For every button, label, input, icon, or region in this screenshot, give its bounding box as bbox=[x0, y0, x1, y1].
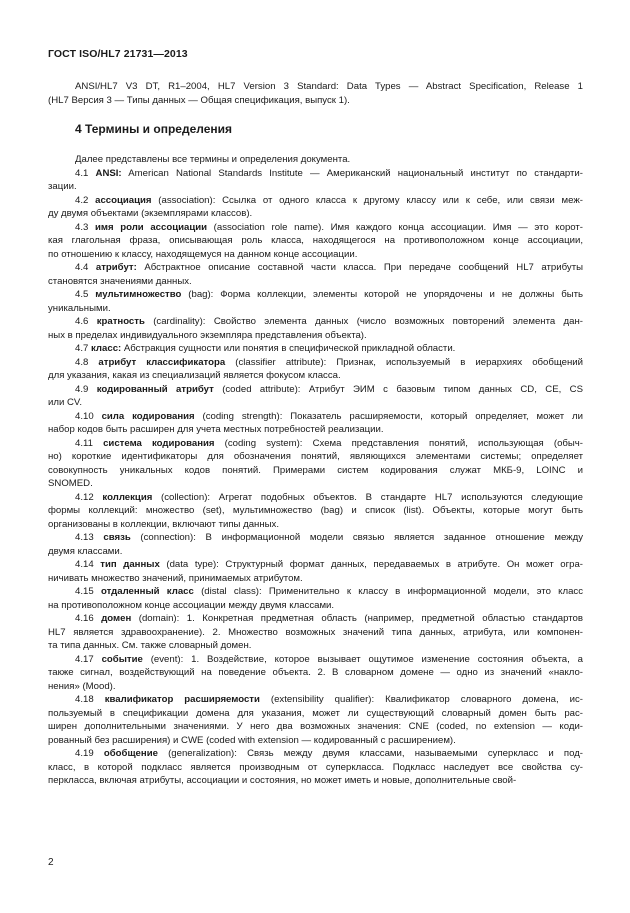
terms-body bbox=[48, 153, 583, 788]
term-number: 4.14 bbox=[75, 559, 94, 570]
term-name: событие bbox=[101, 653, 143, 665]
standard-reference bbox=[48, 80, 583, 107]
term-first-line bbox=[48, 315, 583, 329]
term-line: уникальными. bbox=[48, 302, 111, 314]
page-number: 2 bbox=[48, 857, 54, 868]
term-definition-text: (cardinality): Свойство элемента данных (число возможных повторений элемента дан- bbox=[144, 316, 583, 327]
term-definition-text: (association role name). Имя каждого конца ассоциации. Имя — это корот- bbox=[207, 221, 583, 233]
term-entry bbox=[48, 194, 583, 221]
term-entry bbox=[48, 288, 583, 315]
term-name: отдаленный класс bbox=[100, 586, 194, 597]
term-number: 4.3 bbox=[75, 221, 89, 233]
term-name: домен bbox=[101, 613, 132, 624]
term-line: набор кодов быть расширен для учета местных потребностей реализации. bbox=[48, 424, 384, 435]
term-name: мультимножество bbox=[95, 289, 182, 300]
term-definition-text: American National Standards Institute — Американский национальный институт по стандарти- bbox=[121, 167, 583, 179]
term-name: обобщение bbox=[103, 748, 158, 759]
term-name: атрибут: bbox=[95, 262, 137, 273]
term-definition-text: (coded attribute): Атрибут ЭИМ с базовым типом данных CD, CE, CS bbox=[213, 383, 583, 395]
term-number: 4.5 bbox=[75, 289, 89, 300]
term-line: совокупность уникальных кодов понятий. Примерами систем кодирования служат МКБ-9, LOINC и bbox=[48, 464, 583, 476]
term-line: организованы в коллекции, включают типы данных. bbox=[48, 518, 279, 530]
term-entry bbox=[48, 747, 583, 788]
term-entry bbox=[48, 693, 583, 747]
term-entry bbox=[48, 315, 583, 342]
term-definition-text: (coding system): Схема представления понятий, использующая (обыч- bbox=[214, 437, 583, 449]
term-first-line bbox=[48, 437, 583, 451]
term-entry bbox=[48, 342, 583, 356]
term-number: 4.19 bbox=[75, 748, 94, 759]
term-first-line bbox=[48, 653, 583, 667]
term-name: атрибут классификатора bbox=[98, 356, 226, 368]
term-entry bbox=[48, 437, 583, 491]
term-number: 4.13 bbox=[75, 532, 94, 543]
term-definition-text: (event): 1. Воздействие, которое вызывает ощутимое изменение состояния объекта, а bbox=[142, 653, 583, 665]
term-line: кая глагольная фраза, описывающая роль класса, находящегося на противоположном конце ассоциации, bbox=[48, 235, 583, 246]
term-line: класс, в которой подкласс является производным от суперкласса. Подкласс наследует все свойства су- bbox=[48, 761, 583, 773]
term-name: связь bbox=[103, 532, 131, 543]
term-name: ассоциация bbox=[95, 194, 152, 206]
term-first-line bbox=[48, 288, 583, 302]
term-definition-text: (extensibility qualifier): Квалификатор словарного домена, ис- bbox=[259, 694, 583, 705]
term-line: рованный без расширения) и CWE (coded with extension — кодированный с расширением). bbox=[48, 734, 456, 746]
term-entry bbox=[48, 558, 583, 585]
term-number: 4.9 bbox=[75, 383, 89, 395]
term-definition-text: (domain): 1. Конкретная предметная область (например, предметной областью стандартов bbox=[131, 613, 583, 624]
term-line: формы коллекций: множество (set), мультимножество (bag) и список (list). Объекты, которые могут быть bbox=[48, 505, 583, 516]
term-first-line bbox=[48, 221, 583, 235]
term-line: на противоположном конце ассоциации между двумя классами. bbox=[48, 599, 335, 611]
term-number: 4.4 bbox=[75, 262, 89, 273]
term-name: квалификатор расширяемости bbox=[104, 694, 260, 705]
term-name: сила кодирования bbox=[101, 410, 195, 422]
term-first-line bbox=[48, 558, 583, 572]
term-number: 4.10 bbox=[75, 410, 94, 422]
term-line: или CV. bbox=[48, 397, 83, 408]
term-number: 4.7 bbox=[75, 343, 89, 354]
term-line: SNOMED. bbox=[48, 478, 93, 489]
term-number: 4.1 bbox=[75, 167, 89, 179]
term-name: тип данных bbox=[100, 559, 160, 570]
term-entry bbox=[48, 221, 583, 262]
term-definition-text: (coding strength): Показатель расширяемости, который определяет, может ли bbox=[194, 410, 583, 422]
term-line: также сигнал, воздействующий на поведение объекта. 2. В словарном домене — одно из значений «накло- bbox=[48, 667, 583, 678]
term-entry bbox=[48, 585, 583, 612]
term-line: нения» (Mood). bbox=[48, 680, 116, 692]
term-name: коллекция bbox=[102, 491, 153, 503]
term-line: зации. bbox=[48, 181, 77, 192]
term-definition-text: Абстрактное описание составной части класса. При передаче сообщений HL7 атрибуты bbox=[136, 262, 583, 273]
term-first-line bbox=[48, 491, 583, 505]
term-number: 4.2 bbox=[75, 194, 89, 206]
term-first-line bbox=[48, 167, 583, 181]
term-definition-text: (classifier attribute): Признак, используемый в иерархиях обобщений bbox=[225, 356, 583, 368]
term-line: для указания, какая из специализаций является фокусом класса. bbox=[48, 370, 341, 381]
term-name: кодированный атрибут bbox=[96, 383, 214, 395]
term-line: ширен дополнительными значениями. У него два возможных значения: CNE (coded, no extension — коди- bbox=[48, 721, 583, 732]
term-first-line bbox=[48, 693, 583, 707]
term-line: HL7 является здравоохранение). 2. Множество возможных значений типа данных, атрибута, или компонен- bbox=[48, 626, 583, 638]
term-number: 4.15 bbox=[75, 586, 94, 597]
term-line: становятся значениями данных. bbox=[48, 275, 192, 287]
term-first-line bbox=[48, 747, 583, 761]
term-first-line bbox=[48, 410, 583, 424]
term-number: 4.12 bbox=[75, 491, 94, 503]
term-entry bbox=[48, 612, 583, 653]
term-entry bbox=[48, 356, 583, 383]
term-definition-text: (association): Ссылка от одного класса к другому классу или к себе, или связи меж- bbox=[151, 194, 583, 206]
standard-reference-line-2: (HL7 Версия 3 — Типы данных — Общая спецификация, выпуск 1). bbox=[48, 94, 350, 106]
term-number: 4.16 bbox=[75, 613, 94, 624]
term-name: класс: bbox=[91, 343, 122, 354]
term-name: система кодирования bbox=[103, 437, 215, 449]
standard-reference-line-1: ANSI/HL7 V3 DT, R1–2004, HL7 Version 3 Standard: Data Types — Abstract Specification, Release 1 bbox=[75, 81, 583, 92]
term-first-line bbox=[48, 342, 583, 356]
term-first-line bbox=[48, 194, 583, 208]
term-entry bbox=[48, 167, 583, 194]
term-entry bbox=[48, 653, 583, 694]
term-number: 4.18 bbox=[75, 694, 94, 705]
term-first-line bbox=[48, 585, 583, 599]
term-entry bbox=[48, 383, 583, 410]
term-definition-text: Абстракция сущности или понятия в специфической прикладной области. bbox=[121, 343, 456, 354]
term-definition-text: (data type): Структурный формат данных, передаваемых в атрибуте. Он может огра- bbox=[159, 559, 583, 570]
intro-paragraph: Далее представлены все термины и определения документа. bbox=[75, 154, 351, 165]
term-entry bbox=[48, 491, 583, 532]
term-definition-text: (collection): Агрегат подобных объектов. В стандарте HL7 используются следующие bbox=[152, 491, 583, 503]
term-line: двумя классами. bbox=[48, 545, 123, 557]
term-line: ничивать множество значений, принимаемых атрибутом. bbox=[48, 572, 303, 584]
term-line: ду двумя объектами (экземплярами классов). bbox=[48, 208, 253, 219]
page-header-title: ГОСТ ISO/HL7 21731—2013 bbox=[48, 48, 188, 60]
term-first-line bbox=[48, 356, 583, 370]
term-line: ных в пределах индивидуального экземпляра представления объекта). bbox=[48, 329, 367, 341]
term-line: пользуемый в спецификации домена для указания, может ли существующий словарный домен быть рас- bbox=[48, 707, 583, 719]
term-number: 4.6 bbox=[75, 316, 89, 327]
term-entry bbox=[48, 410, 583, 437]
term-line: но) короткие идентификаторы для обозначения понятий, являющихся элементами системы; определяет bbox=[48, 451, 583, 462]
term-number: 4.11 bbox=[75, 437, 93, 449]
term-line: та типа данных. См. также словарный домен. bbox=[48, 640, 252, 651]
term-definition-text: (connection): В информационной модели связью является заданное отношение между bbox=[130, 532, 583, 543]
term-line: перкласса, включая атрибуты, ассоциации и состояния, но может иметь и новые, дополнительные свой- bbox=[48, 775, 517, 786]
section-title: 4 Термины и определения bbox=[75, 122, 233, 136]
term-first-line bbox=[48, 612, 583, 626]
term-name: кратность bbox=[96, 316, 145, 327]
term-first-line bbox=[48, 383, 583, 397]
term-number: 4.17 bbox=[75, 653, 94, 665]
term-first-line bbox=[48, 531, 583, 545]
term-entry bbox=[48, 531, 583, 558]
term-entry bbox=[48, 261, 583, 288]
term-definition-text: (generalization): Связь между двумя классами, называемыми суперкласс и под- bbox=[157, 748, 583, 759]
term-first-line bbox=[48, 261, 583, 275]
term-name: имя роли ассоциации bbox=[94, 221, 208, 233]
term-definition-text: (bag): Форма коллекции, элементы которой не упорядочены и не должны быть bbox=[181, 289, 583, 300]
term-number: 4.8 bbox=[75, 356, 89, 368]
term-name: ANSI: bbox=[95, 167, 122, 179]
term-line: по отношению к классу, находящемуся на данном конце ассоциации. bbox=[48, 248, 358, 260]
term-definition-text: (distal class): Применительно к классу в информационной модели, это класс bbox=[193, 586, 583, 597]
